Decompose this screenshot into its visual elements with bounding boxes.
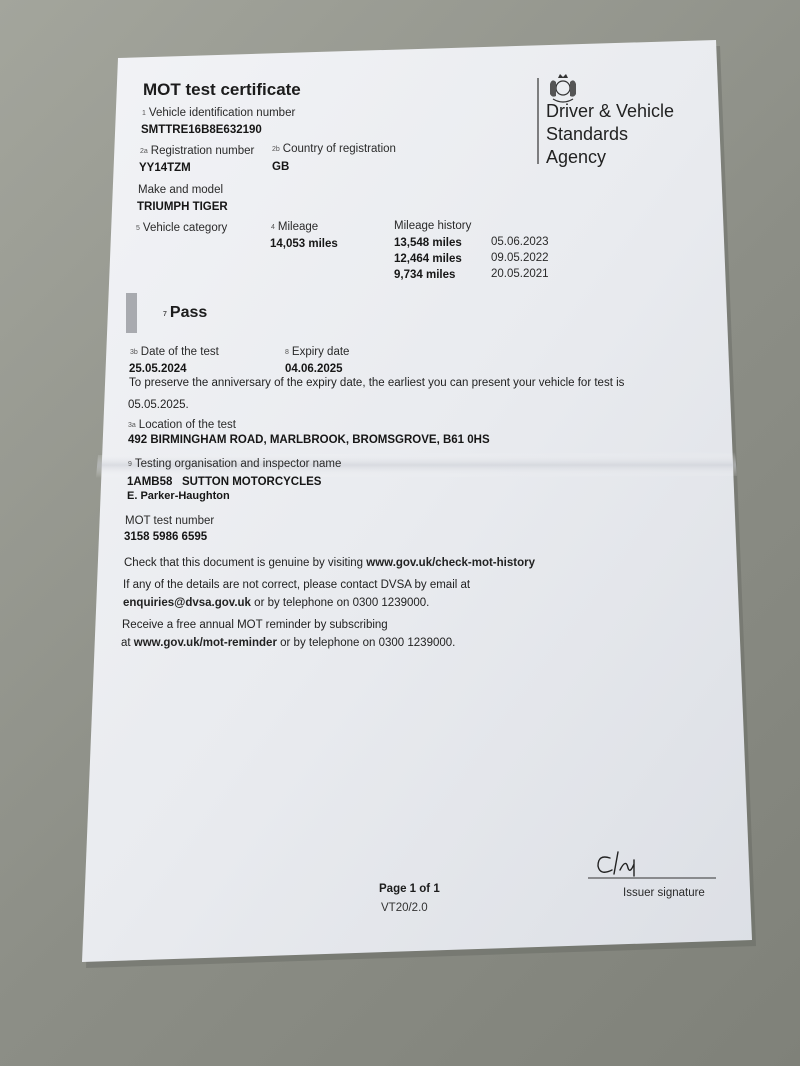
mileage-history-date-2: 09.05.2022 — [491, 252, 549, 264]
mileage-history-date-1: 05.06.2023 — [491, 236, 549, 248]
mileage-history-miles-1: 13,548 miles — [394, 237, 462, 249]
mot-reminder-link[interactable]: www.gov.uk/mot-reminder — [133, 637, 277, 649]
form-code: VT20/2.0 — [381, 902, 428, 914]
agency-name-line2: Standards — [546, 124, 629, 144]
country-label: 2b Country of registration — [272, 143, 396, 155]
expiry-date-label: 8 Expiry date — [285, 346, 350, 358]
dvsa-email-link[interactable]: enquiries@dvsa.gov.uk — [123, 597, 251, 609]
reminder-line2: at www.gov.uk/mot-reminder or by telephone on 0300 1239000. — [121, 637, 456, 649]
test-result: 7 Pass — [163, 304, 208, 321]
make-model-value: TRIUMPH TIGER — [137, 201, 228, 213]
document-title: MOT test certificate — [143, 80, 301, 99]
reminder-line1: Receive a free annual MOT reminder by subscribing — [122, 619, 388, 631]
contact-line2: enquiries@dvsa.gov.uk or by telephone on 0300 1239000. — [123, 597, 430, 609]
preserve-note-line1: To preserve the anniversary of the expiry date, the earliest you can present your vehicle for test is — [129, 377, 625, 389]
expiry-date-value: 04.06.2025 — [285, 363, 343, 375]
grey-marker-bar — [126, 293, 137, 333]
registration-value: YY14TZM — [139, 162, 191, 174]
mileage-history-miles-2: 12,464 miles — [394, 253, 462, 265]
agency-name-line3: Agency — [546, 147, 607, 167]
mileage-history-miles-3: 9,734 miles — [394, 269, 456, 281]
issuer-signature-label: Issuer signature — [623, 887, 705, 899]
check-mot-link[interactable]: www.gov.uk/check-mot-history — [366, 557, 535, 569]
inspector-name: E. Parker-Haughton — [127, 490, 230, 502]
test-date-label: 3b Date of the test — [130, 346, 219, 358]
location-value: 492 BIRMINGHAM ROAD, MARLBROOK, BROMSGROVE, B61 0HS — [128, 434, 490, 446]
check-line: Check that this document is genuine by visiting www.gov.uk/check-mot-history — [124, 557, 535, 569]
testing-org-label: 9 Testing organisation and inspector name — [128, 458, 342, 470]
mileage-value: 14,053 miles — [270, 238, 338, 250]
preserve-note-line2: 05.05.2025. — [128, 399, 189, 411]
testing-org-value: 1AMB58 SUTTON MOTORCYCLES — [127, 476, 322, 488]
mileage-history-date-3: 20.05.2021 — [491, 268, 549, 280]
mileage-history-label: Mileage history — [394, 220, 472, 232]
test-number-value: 3158 5986 6595 — [124, 531, 208, 543]
location-label: 3a Location of the test — [128, 419, 236, 431]
make-model-label: Make and model — [138, 184, 224, 196]
registration-label: 2a Registration number — [140, 145, 255, 157]
contact-line1: If any of the details are not correct, please contact DVSA by email at — [123, 579, 471, 591]
vin-label: 1 Vehicle identification number — [142, 107, 296, 119]
vin-value: SMTTRE16B8E632190 — [141, 124, 262, 136]
mileage-label: 4 Mileage — [271, 221, 319, 233]
country-value: GB — [272, 161, 290, 173]
test-date-value: 25.05.2024 — [129, 363, 187, 375]
agency-name-line1: Driver & Vehicle — [546, 101, 675, 121]
vehicle-category-label: 5 Vehicle category — [136, 222, 228, 234]
test-number-label: MOT test number — [125, 515, 215, 527]
page-number: Page 1 of 1 — [379, 883, 440, 895]
